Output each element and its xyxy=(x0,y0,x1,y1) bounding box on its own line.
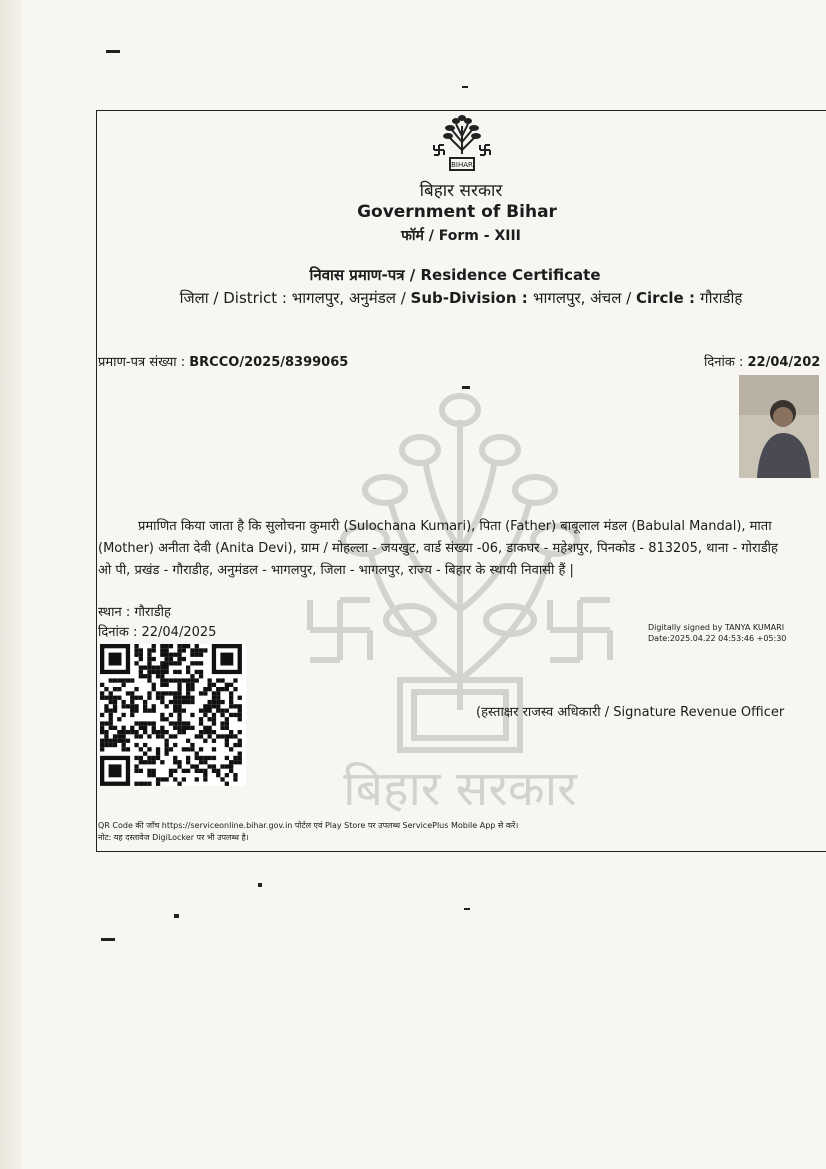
certificate-body xyxy=(98,516,826,582)
form-number: फॉर्म / Form - XIII xyxy=(401,228,521,244)
footer-notes xyxy=(98,820,518,844)
person-photo-icon xyxy=(739,375,819,478)
date-label: दिनांक : xyxy=(704,355,748,370)
signature-label xyxy=(476,702,826,720)
circle-value: गौराडीह xyxy=(700,289,743,307)
circle-label: Circle : xyxy=(635,289,701,307)
issue-date-line xyxy=(704,352,826,370)
emblem-text: BIHAR xyxy=(451,161,473,169)
district-value: भागलपुर, अनुमंडल / xyxy=(291,289,411,307)
body-line-3: ओ पी, प्रखंड - गौराडीह, अनुमंडल - भागलपुर, जिला - भागलपुर, राज्य - बिहार के स्थायी निवासी हैं | xyxy=(98,563,574,578)
footer-date-value: 22/04/2025 xyxy=(141,625,217,640)
digital-signature xyxy=(648,622,818,644)
certificate-number-line xyxy=(98,352,348,370)
place-line xyxy=(98,602,171,620)
bihar-emblem-icon xyxy=(430,114,494,172)
body-line-1: प्रमाणित किया जाता है कि सुलोचना कुमारी (Sulochana Kumari), पिता (Father) बाबूलाल मंडल (Babulal Mandal), माता xyxy=(138,519,772,534)
qr-verification-note: QR Code की जाँच https://serviceonline.bihar.gov.in पोर्टल एवं Play Store पर उपलब्ध ServicePlus Mobile App से करें। xyxy=(98,821,519,830)
watermark-text: बिहार सरकार xyxy=(343,761,577,817)
digital-sig-date: Date:2025.04.22 04:53:46 +05:30 xyxy=(648,634,787,643)
jurisdiction-line xyxy=(96,288,826,308)
scan-edge xyxy=(0,0,22,1169)
body-line-2: (Mother) अनीता देवी (Anita Devi), ग्राम / मोहल्ला - जयखुट, वार्ड संख्या -06, डाकघर - महेशपुर, पिनकोड - 813205, थाना - गोराडीह xyxy=(98,541,778,556)
cert-no-value: BRCCO/2025/8399065 xyxy=(189,355,349,370)
place-label: स्थान : xyxy=(98,605,135,620)
footer-date-line xyxy=(98,622,216,640)
subdivision-label: Sub-Division : xyxy=(410,289,533,307)
qr-code-icon xyxy=(100,644,246,786)
footer-date-label: दिनांक : xyxy=(98,625,142,640)
digilocker-note: नोट: यह दस्तावेज DigiLocker पर भी उपलब्ध है। xyxy=(98,833,249,842)
certificate-title: निवास प्रमाण-पत्र / Residence Certificate xyxy=(309,266,601,284)
digital-sig-name: Digitally signed by TANYA KUMARI xyxy=(648,623,785,632)
subdivision-value: भागलपुर, अंचल / xyxy=(532,289,636,307)
signature-label-text: (हस्ताक्षर राजस्व अधिकारी / Signature Revenue Officer xyxy=(476,705,785,720)
holder-photo xyxy=(739,375,819,478)
district-label: जिला / District : xyxy=(179,289,292,307)
cert-no-label: प्रमाण-पत्र संख्या : xyxy=(98,355,190,370)
place-value: गौराडीह xyxy=(134,605,171,620)
date-value: 22/04/202 xyxy=(747,355,821,370)
watermark-emblem-icon xyxy=(290,380,630,820)
government-title: Government of Bihar xyxy=(357,202,557,222)
state-hindi: बिहार सरकार xyxy=(419,181,503,201)
